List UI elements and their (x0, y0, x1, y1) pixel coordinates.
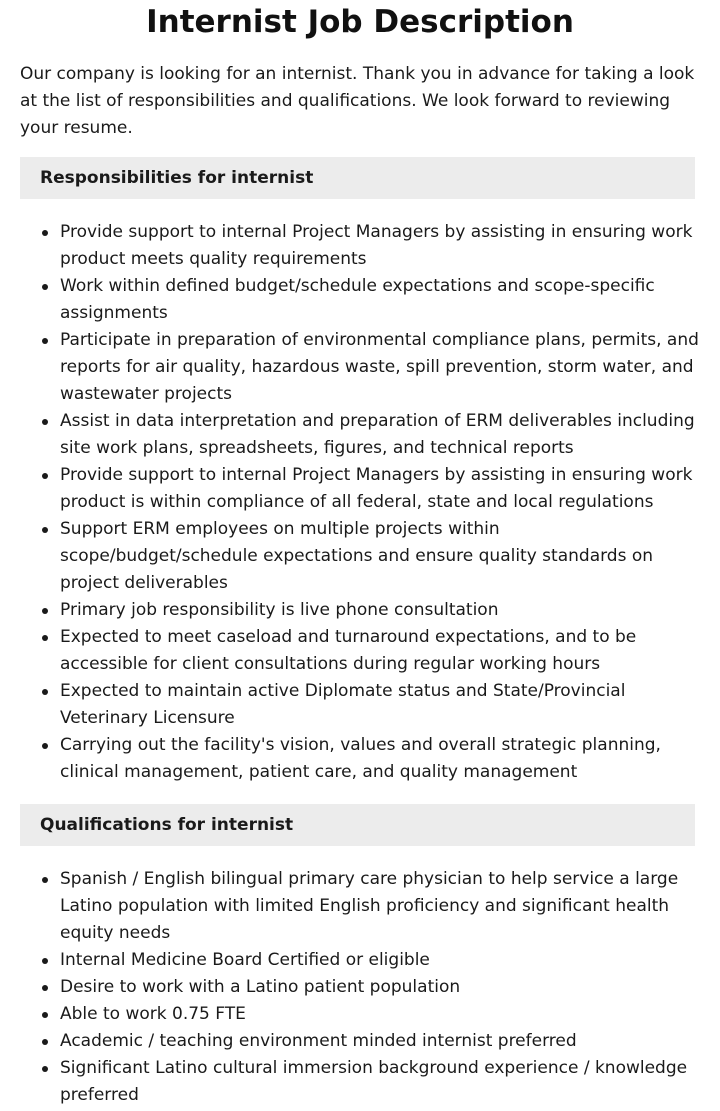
qualification-item: Significant Latino cultural immersion background experience / knowledge preferred (60, 1055, 700, 1109)
responsibility-item: Provide support to internal Project Managers by assisting in ensuring work product is within compliance of all federal, state and local regulations (60, 462, 700, 516)
qualifications-list (20, 866, 700, 1109)
responsibility-item: Provide support to internal Project Managers by assisting in ensuring work product meets quality requirements (60, 219, 700, 273)
qualification-item: Spanish / English bilingual primary care physician to help service a large Latino population with limited English proficiency and significant health equity needs (60, 866, 700, 947)
responsibility-item: Participate in preparation of environmental compliance plans, permits, and reports for air quality, hazardous waste, spill prevention, storm water, and wastewater projects (60, 327, 700, 408)
qualifications-header: Qualifications for internist (20, 804, 695, 846)
responsibility-item: Assist in data interpretation and preparation of ERM deliverables including site work plans, spreadsheets, figures, and technical reports (60, 408, 700, 462)
responsibility-item: Support ERM employees on multiple projects within scope/budget/schedule expectations and ensure quality standards on project deliverables (60, 516, 700, 597)
responsibility-item: Expected to maintain active Diplomate status and State/Provincial Veterinary Licensure (60, 678, 700, 732)
responsibility-item: Work within defined budget/schedule expectations and scope-specific assignments (60, 273, 700, 327)
page-title: Internist Job Description (146, 4, 574, 40)
qualification-item: Internal Medicine Board Certified or eligible (60, 947, 700, 974)
responsibility-item: Carrying out the facility's vision, values and overall strategic planning, clinical management, patient care, and quality management (60, 732, 700, 786)
responsibility-item: Expected to meet caseload and turnaround expectations, and to be accessible for client consultations during regular working hours (60, 624, 700, 678)
responsibilities-header: Responsibilities for internist (20, 157, 695, 199)
qualification-item: Desire to work with a Latino patient population (60, 974, 700, 1001)
responsibilities-list (20, 219, 700, 786)
qualification-item: Academic / teaching environment minded internist preferred (60, 1028, 700, 1055)
intro-paragraph: Our company is looking for an internist. Thank you in advance for taking a look at the list of responsibilities and qualifications. We look forward to reviewing your resume. (20, 64, 695, 138)
responsibility-item: Primary job responsibility is live phone consultation (60, 597, 700, 624)
qualification-item: Able to work 0.75 FTE (60, 1001, 700, 1028)
